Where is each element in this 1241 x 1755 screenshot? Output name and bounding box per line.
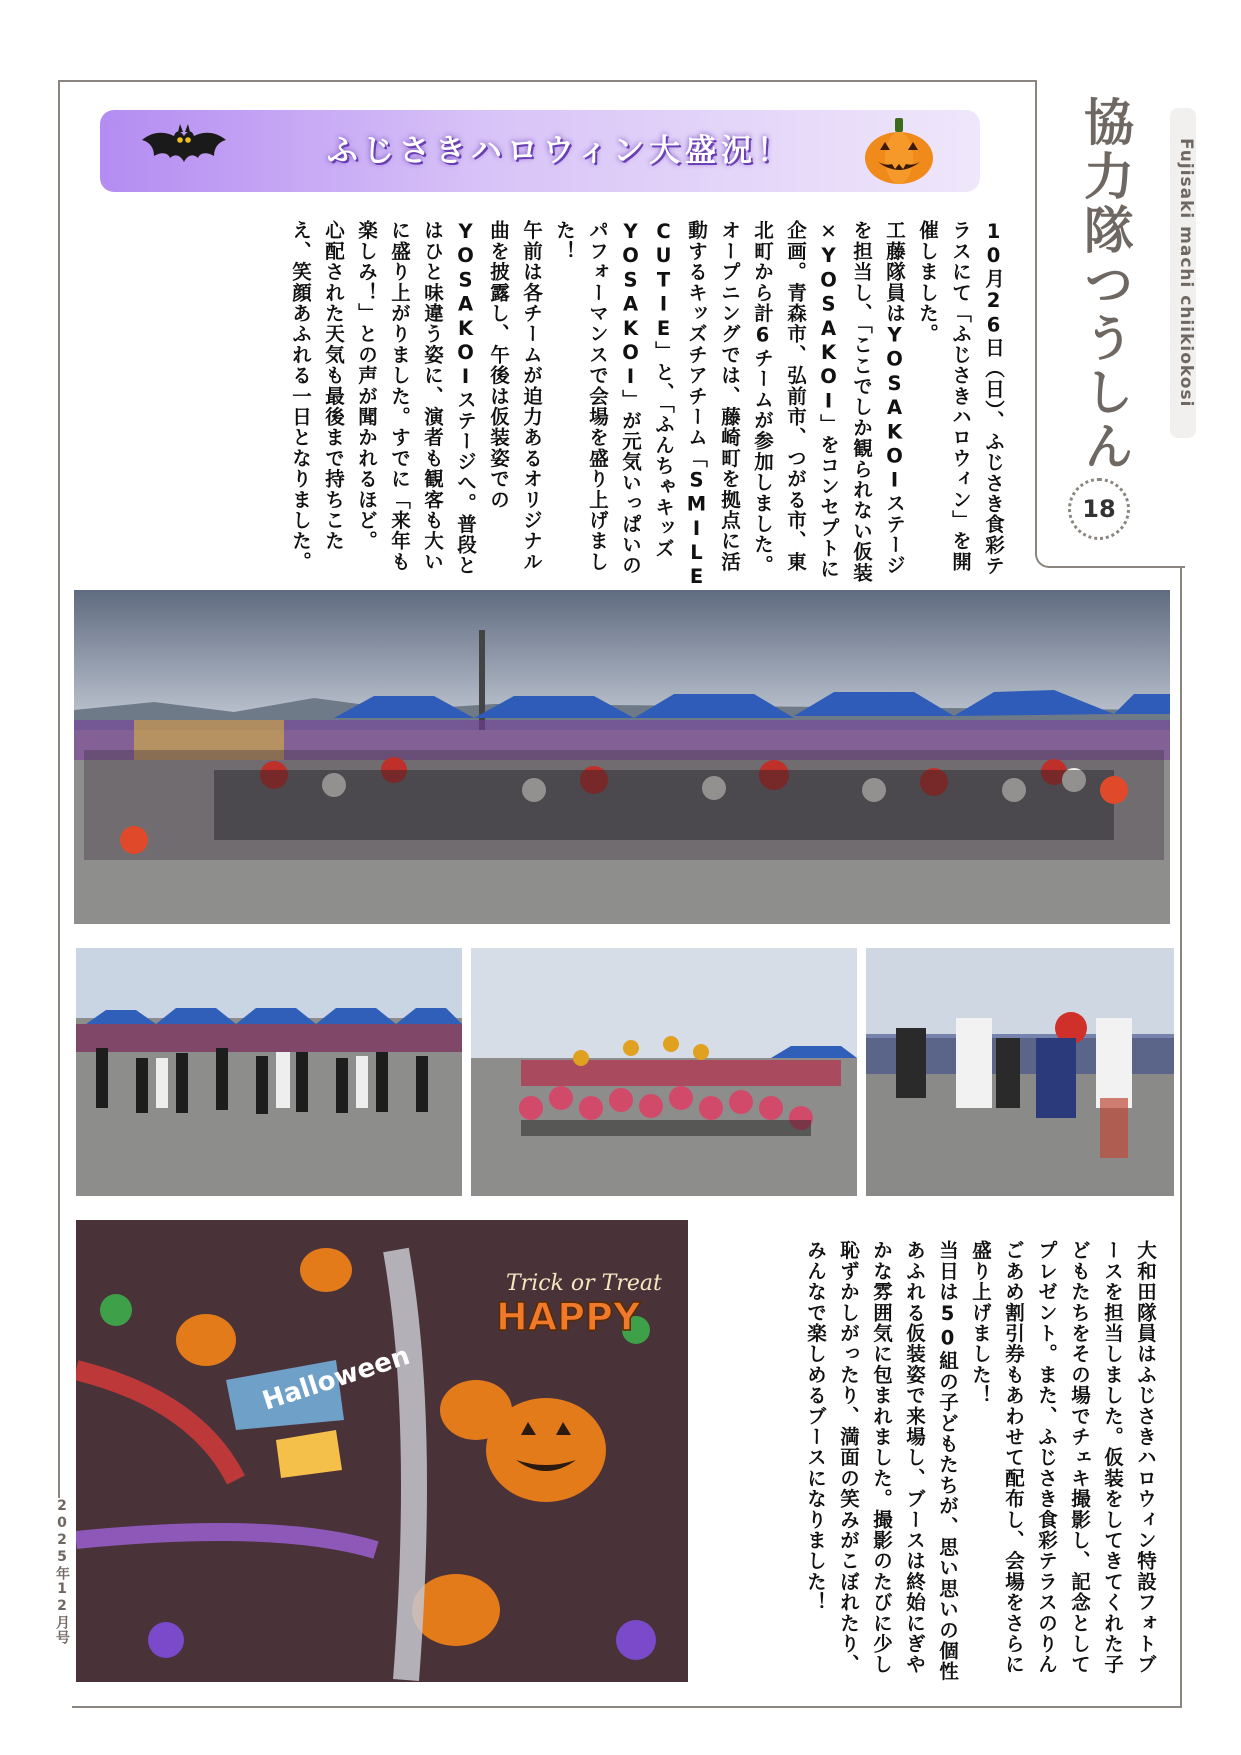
title-banner (100, 110, 980, 192)
article-paragraph: 当日は50組の子どもたちが、思い思いの個性あふれる仮装姿で来場し、ブースは終始にぎやかな雰囲気に包まれました。撮影のたびに少し恥ずかしがったり、満面の笑みがこぼれたり、みんなで楽しめるブースになりました！ (804, 1240, 959, 1682)
issue-date: 2025年12月号 (46, 1498, 72, 1710)
group-photo (74, 590, 1170, 924)
newsletter-title: 協力隊つうしん (1076, 96, 1134, 474)
article-paragraph: 10月26日（日）、ふじさき食彩テラスにて「ふじさきハロウィン」を開催しました。 (916, 220, 1005, 577)
article-top (70, 220, 1010, 590)
issue-number: 18 (1068, 478, 1130, 540)
banner-title: ふじさきハロウィン大盛況！ (326, 133, 794, 169)
cheer-team-photo (471, 948, 857, 1196)
pumpkin-icon (862, 116, 936, 186)
sign-happy: HAPPY (496, 1295, 641, 1339)
article-bottom (722, 1240, 1162, 1690)
bat-icon (140, 122, 228, 178)
article-paragraph: オープニングでは、藤崎町を拠点に活動するキッズチアチーム「SMILE CUTIE」と、「ふんちゃキッズYOSAKOI」が元気いっぱいのパフォーマンスで会場を盛り上げました！ (553, 220, 741, 590)
article-paragraph: 工藤隊員はYOSAKOIステージを担当し、「ここでしか観られない仮装✕YOSAKOI」をコンセプトに企画。青森市、弘前市、つがる市、東北町から計6チームが参加しました。 (751, 220, 906, 583)
costume-dance-photo (866, 948, 1174, 1196)
article-paragraph: 午前は各チームが迫力あるオリジナル曲を披露し、午後は仮装姿でのYOSAKOIステージへ。普段とはひと味違う姿に、演者も観客も大いに盛り上がりました。すでに「来年も楽しみ！」との声が聞かれるほど。 (355, 220, 543, 576)
photo-booth-decoration (76, 1220, 688, 1682)
newsletter-subtitle: Fujisaki machi chiikiokosi (1170, 108, 1196, 438)
article-paragraph: 大和田隊員はふじさきハロウィン特設フォトブースを担当しました。仮装をしてきてくれた子どもたちをその場でチェキ撮影し、記念としてプレゼント。また、ふじさき食彩テラスのりんごあめ割引券もあわせて配布し、会場をさらに盛り上げました！ (969, 1240, 1157, 1675)
kids-dance-photo (76, 948, 462, 1196)
article-paragraph: 心配された天気も最後まで持ちこたえ、笑顔あふれる一日となりました。 (289, 220, 345, 572)
sign-trick-or-treat: Trick or Treat (506, 1271, 662, 1296)
sign-halloween: Halloween (258, 1340, 414, 1417)
